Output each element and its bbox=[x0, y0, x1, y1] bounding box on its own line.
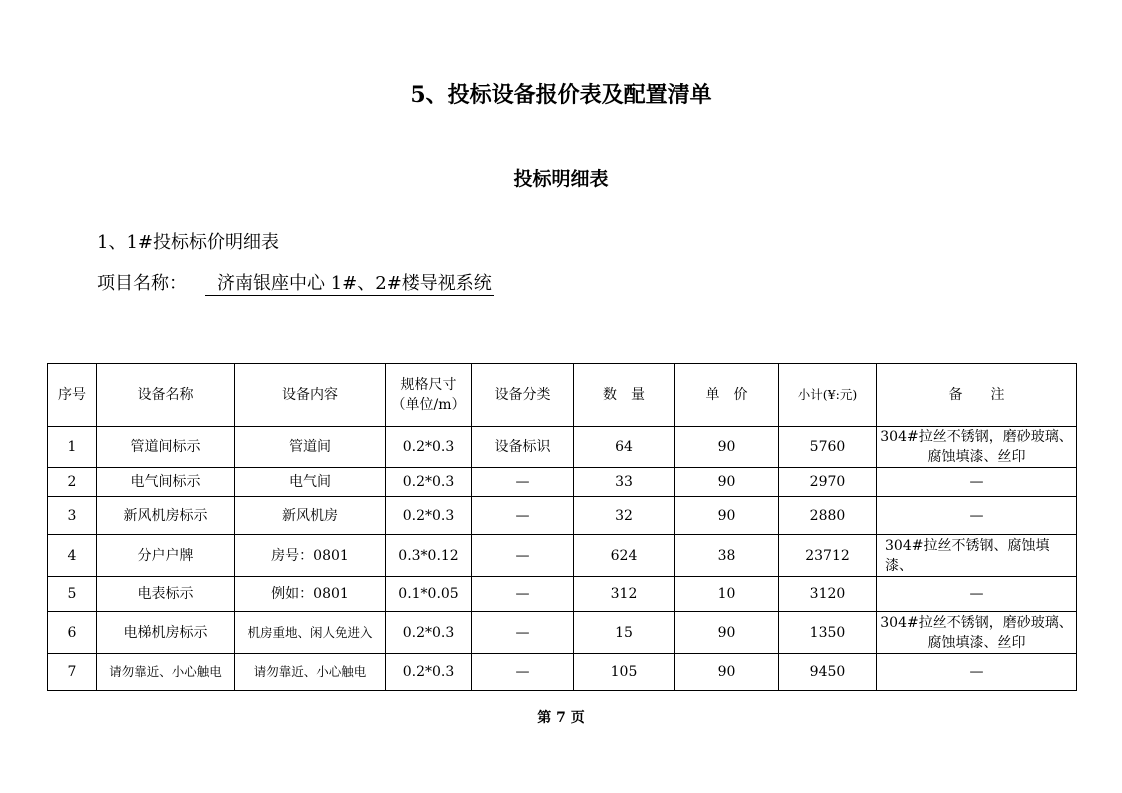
table-cell: — bbox=[877, 497, 1077, 535]
table-cell: 请勿靠近、小心触电 bbox=[235, 654, 386, 691]
table-cell: — bbox=[472, 497, 574, 535]
table-cell: 0.2*0.3 bbox=[386, 427, 472, 468]
project-label: 项目名称： bbox=[97, 273, 187, 294]
table-cell: — bbox=[472, 654, 574, 691]
table-cell: 新风机房标示 bbox=[97, 497, 235, 535]
table-cell: 6 bbox=[48, 612, 97, 654]
table-cell: 90 bbox=[675, 612, 779, 654]
page-title: 5、投标设备报价表及配置清单 bbox=[410, 82, 712, 108]
header-cell: 单 价 bbox=[675, 364, 779, 427]
table-cell: 1 bbox=[48, 427, 97, 468]
table-cell: 7 bbox=[48, 654, 97, 691]
table-row bbox=[48, 535, 1077, 577]
table-row bbox=[48, 468, 1077, 497]
table-cell: — bbox=[877, 468, 1077, 497]
table-cell: 38 bbox=[675, 535, 779, 577]
table-cell: — bbox=[472, 535, 574, 577]
header-cell: 设备分类 bbox=[472, 364, 574, 427]
header-cell: 小计(¥:元) bbox=[779, 364, 877, 427]
table-cell: 3120 bbox=[779, 577, 877, 612]
table-cell: — bbox=[472, 577, 574, 612]
table-cell: 90 bbox=[675, 654, 779, 691]
table-cell: — bbox=[877, 577, 1077, 612]
table-cell: 0.3*0.12 bbox=[386, 535, 472, 577]
table-cell: 房号：0801 bbox=[235, 535, 386, 577]
table-cell: 23712 bbox=[779, 535, 877, 577]
table-cell: 90 bbox=[675, 468, 779, 497]
table-cell: 0.2*0.3 bbox=[386, 497, 472, 535]
table-cell: 0.2*0.3 bbox=[386, 468, 472, 497]
table-cell: 管道间 bbox=[235, 427, 386, 468]
table-cell: 32 bbox=[574, 497, 675, 535]
header-cell: 序号 bbox=[48, 364, 97, 427]
table-cell: 312 bbox=[574, 577, 675, 612]
table-cell: 304#拉丝不锈钢，磨砂玻璃、腐蚀填漆、丝印 bbox=[877, 612, 1077, 654]
table-cell: 1350 bbox=[779, 612, 877, 654]
table-subtitle: 投标明细表 bbox=[513, 168, 609, 190]
table-cell: 3 bbox=[48, 497, 97, 535]
table-cell: 5 bbox=[48, 577, 97, 612]
table-cell: 90 bbox=[675, 497, 779, 535]
table-cell: 0.2*0.3 bbox=[386, 654, 472, 691]
table-cell: — bbox=[472, 468, 574, 497]
table-cell: 管道间标示 bbox=[97, 427, 235, 468]
header-cell: 备 注 bbox=[877, 364, 1077, 427]
table-cell: 2 bbox=[48, 468, 97, 497]
header-cell: 数 量 bbox=[574, 364, 675, 427]
table-cell: — bbox=[472, 612, 574, 654]
table-cell: 9450 bbox=[779, 654, 877, 691]
header-cell: 设备名称 bbox=[97, 364, 235, 427]
table-cell: 例如：0801 bbox=[235, 577, 386, 612]
project-name: 济南银座中心 1#、2#楼导视系统 bbox=[205, 269, 494, 296]
table-cell: 624 bbox=[574, 535, 675, 577]
table-cell: 33 bbox=[574, 468, 675, 497]
table-row bbox=[48, 497, 1077, 535]
table-row bbox=[48, 577, 1077, 612]
table-cell: 64 bbox=[574, 427, 675, 468]
table-cell: — bbox=[877, 654, 1077, 691]
table-cell: 10 bbox=[675, 577, 779, 612]
table-cell: 请勿靠近、小心触电 bbox=[97, 654, 235, 691]
table-row bbox=[48, 427, 1077, 468]
table-cell: 新风机房 bbox=[235, 497, 386, 535]
table-cell: 15 bbox=[574, 612, 675, 654]
table-cell: 4 bbox=[48, 535, 97, 577]
table-cell: 2970 bbox=[779, 468, 877, 497]
table-cell: 5760 bbox=[779, 427, 877, 468]
table-cell: 分户户牌 bbox=[97, 535, 235, 577]
quote-table bbox=[47, 363, 1077, 691]
table-cell: 2880 bbox=[779, 497, 877, 535]
table-row bbox=[48, 612, 1077, 654]
project-line bbox=[97, 269, 494, 296]
table-cell: 304#拉丝不锈钢、腐蚀填漆、 bbox=[877, 535, 1077, 577]
table-header-row bbox=[48, 364, 1077, 427]
table-cell: 电表标示 bbox=[97, 577, 235, 612]
table-cell: 机房重地、闲人免进入 bbox=[235, 612, 386, 654]
header-cell: 规格尺寸（单位/m） bbox=[386, 364, 472, 427]
table-cell: 105 bbox=[574, 654, 675, 691]
table-cell: 设备标识 bbox=[472, 427, 574, 468]
section-heading: 1、1#投标标价明细表 bbox=[97, 232, 279, 253]
header-cell: 设备内容 bbox=[235, 364, 386, 427]
table-cell: 90 bbox=[675, 427, 779, 468]
table-cell: 0.1*0.05 bbox=[386, 577, 472, 612]
table-cell: 电气间 bbox=[235, 468, 386, 497]
table-cell: 0.2*0.3 bbox=[386, 612, 472, 654]
table-cell: 电梯机房标示 bbox=[97, 612, 235, 654]
page-number: 第 7 页 bbox=[537, 710, 585, 726]
table-cell: 电气间标示 bbox=[97, 468, 235, 497]
table-cell: 304#拉丝不锈钢，磨砂玻璃、腐蚀填漆、丝印 bbox=[877, 427, 1077, 468]
table-row bbox=[48, 654, 1077, 691]
